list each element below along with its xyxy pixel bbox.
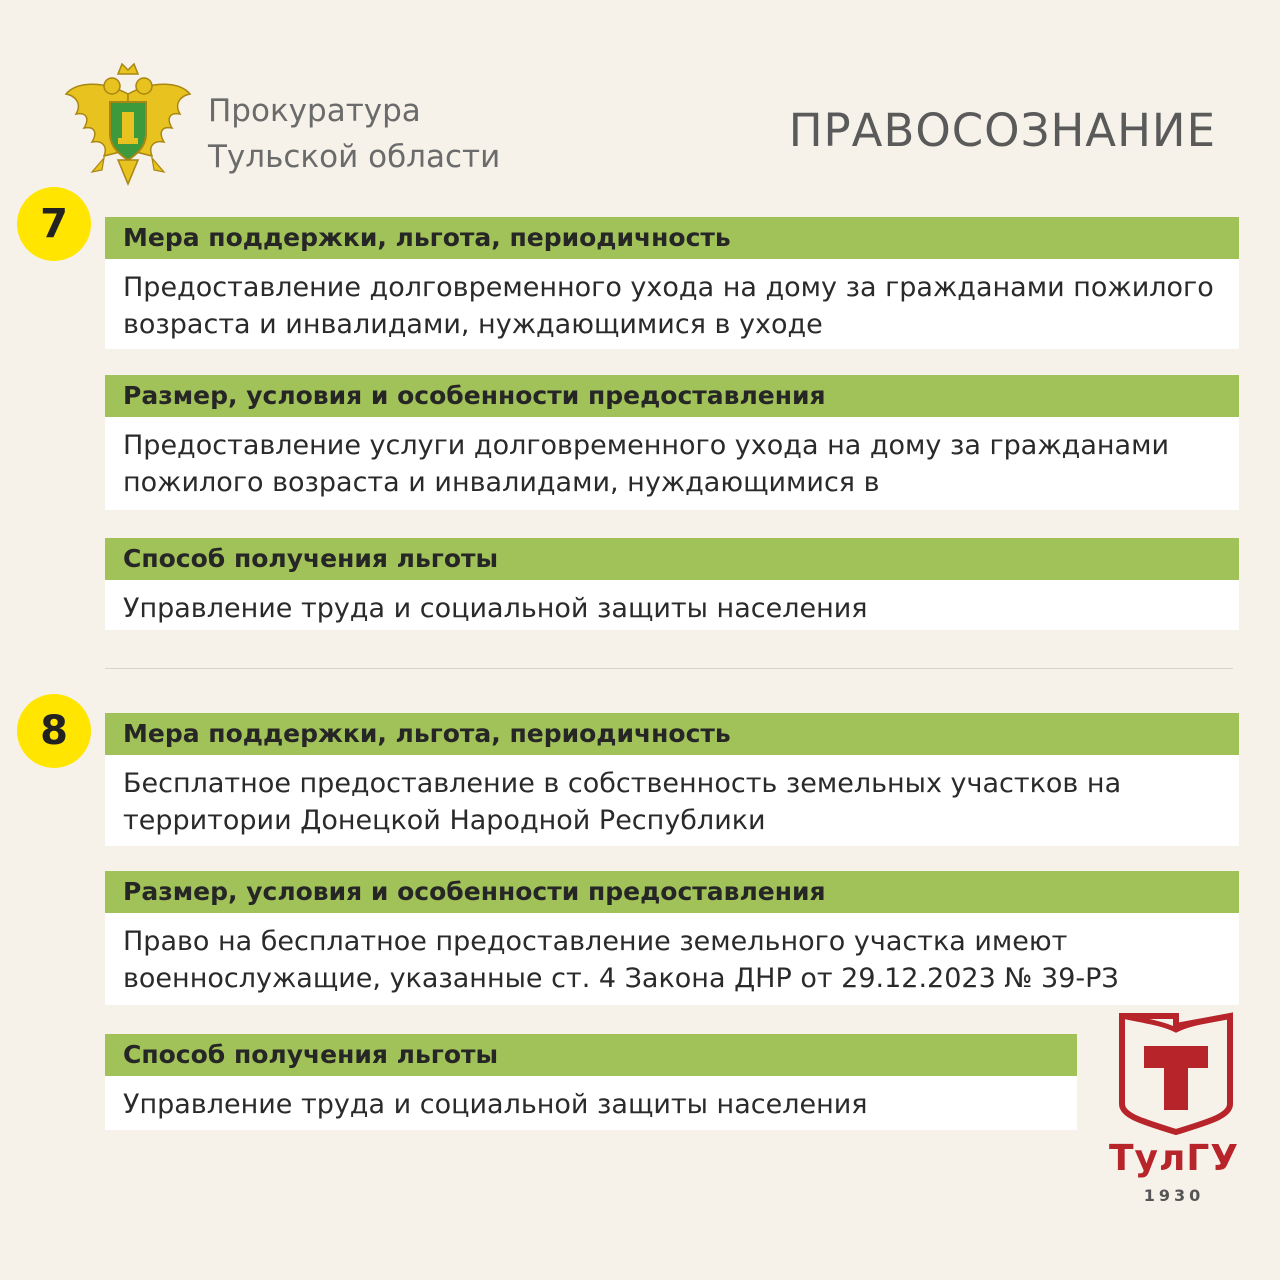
org-line-1: Прокуратура: [208, 93, 421, 129]
method-header: Способ получения льготы: [105, 1034, 1077, 1076]
tulgu-year: 1930: [1143, 1186, 1205, 1205]
conditions-header: Размер, условия и особенности предоставления: [105, 375, 1239, 417]
conditions-text: Предоставление услуги долговременного ухода на дому за гражданами пожилого возраста и инвалидами, нуждающимися в: [105, 417, 1239, 510]
method-header: Способ получения льготы: [105, 538, 1239, 580]
measure-header: Мера поддержки, льгота, периодичность: [105, 713, 1239, 755]
measure-text: Предоставление долговременного ухода на дому за гражданами пожилого возраста и инвалидами, нуждающимися в уходе: [105, 259, 1239, 349]
method-text: Управление труда и социальной защиты населения: [105, 1076, 1077, 1130]
measure-header: Мера поддержки, льгота, периодичность: [105, 217, 1239, 259]
item-number-badge: 7: [17, 187, 91, 261]
conditions-text: Право на бесплатное предоставление земельного участка имеют военнослужащие, указанные ст. 4 Закона ДНР от 29.12.2023 № 39-РЗ: [105, 913, 1239, 1005]
measure-text: Бесплатное предоставление в собственность земельных участков на территории Донецкой Народной Республики: [105, 755, 1239, 846]
section-title: ПРАВОСОЗНАНИЕ: [788, 104, 1216, 157]
prosecutor-emblem-icon: [62, 60, 194, 192]
method-text: Управление труда и социальной защиты населения: [105, 580, 1239, 630]
org-line-2: Тульской области: [208, 139, 501, 175]
tulgu-logo-icon: [1108, 1012, 1244, 1138]
conditions-header: Размер, условия и особенности предоставления: [105, 871, 1239, 913]
tulgu-name: ТулГУ: [1108, 1138, 1240, 1179]
organization-name: [208, 88, 500, 180]
section-divider: [105, 668, 1233, 669]
item-number-badge: 8: [17, 694, 91, 768]
